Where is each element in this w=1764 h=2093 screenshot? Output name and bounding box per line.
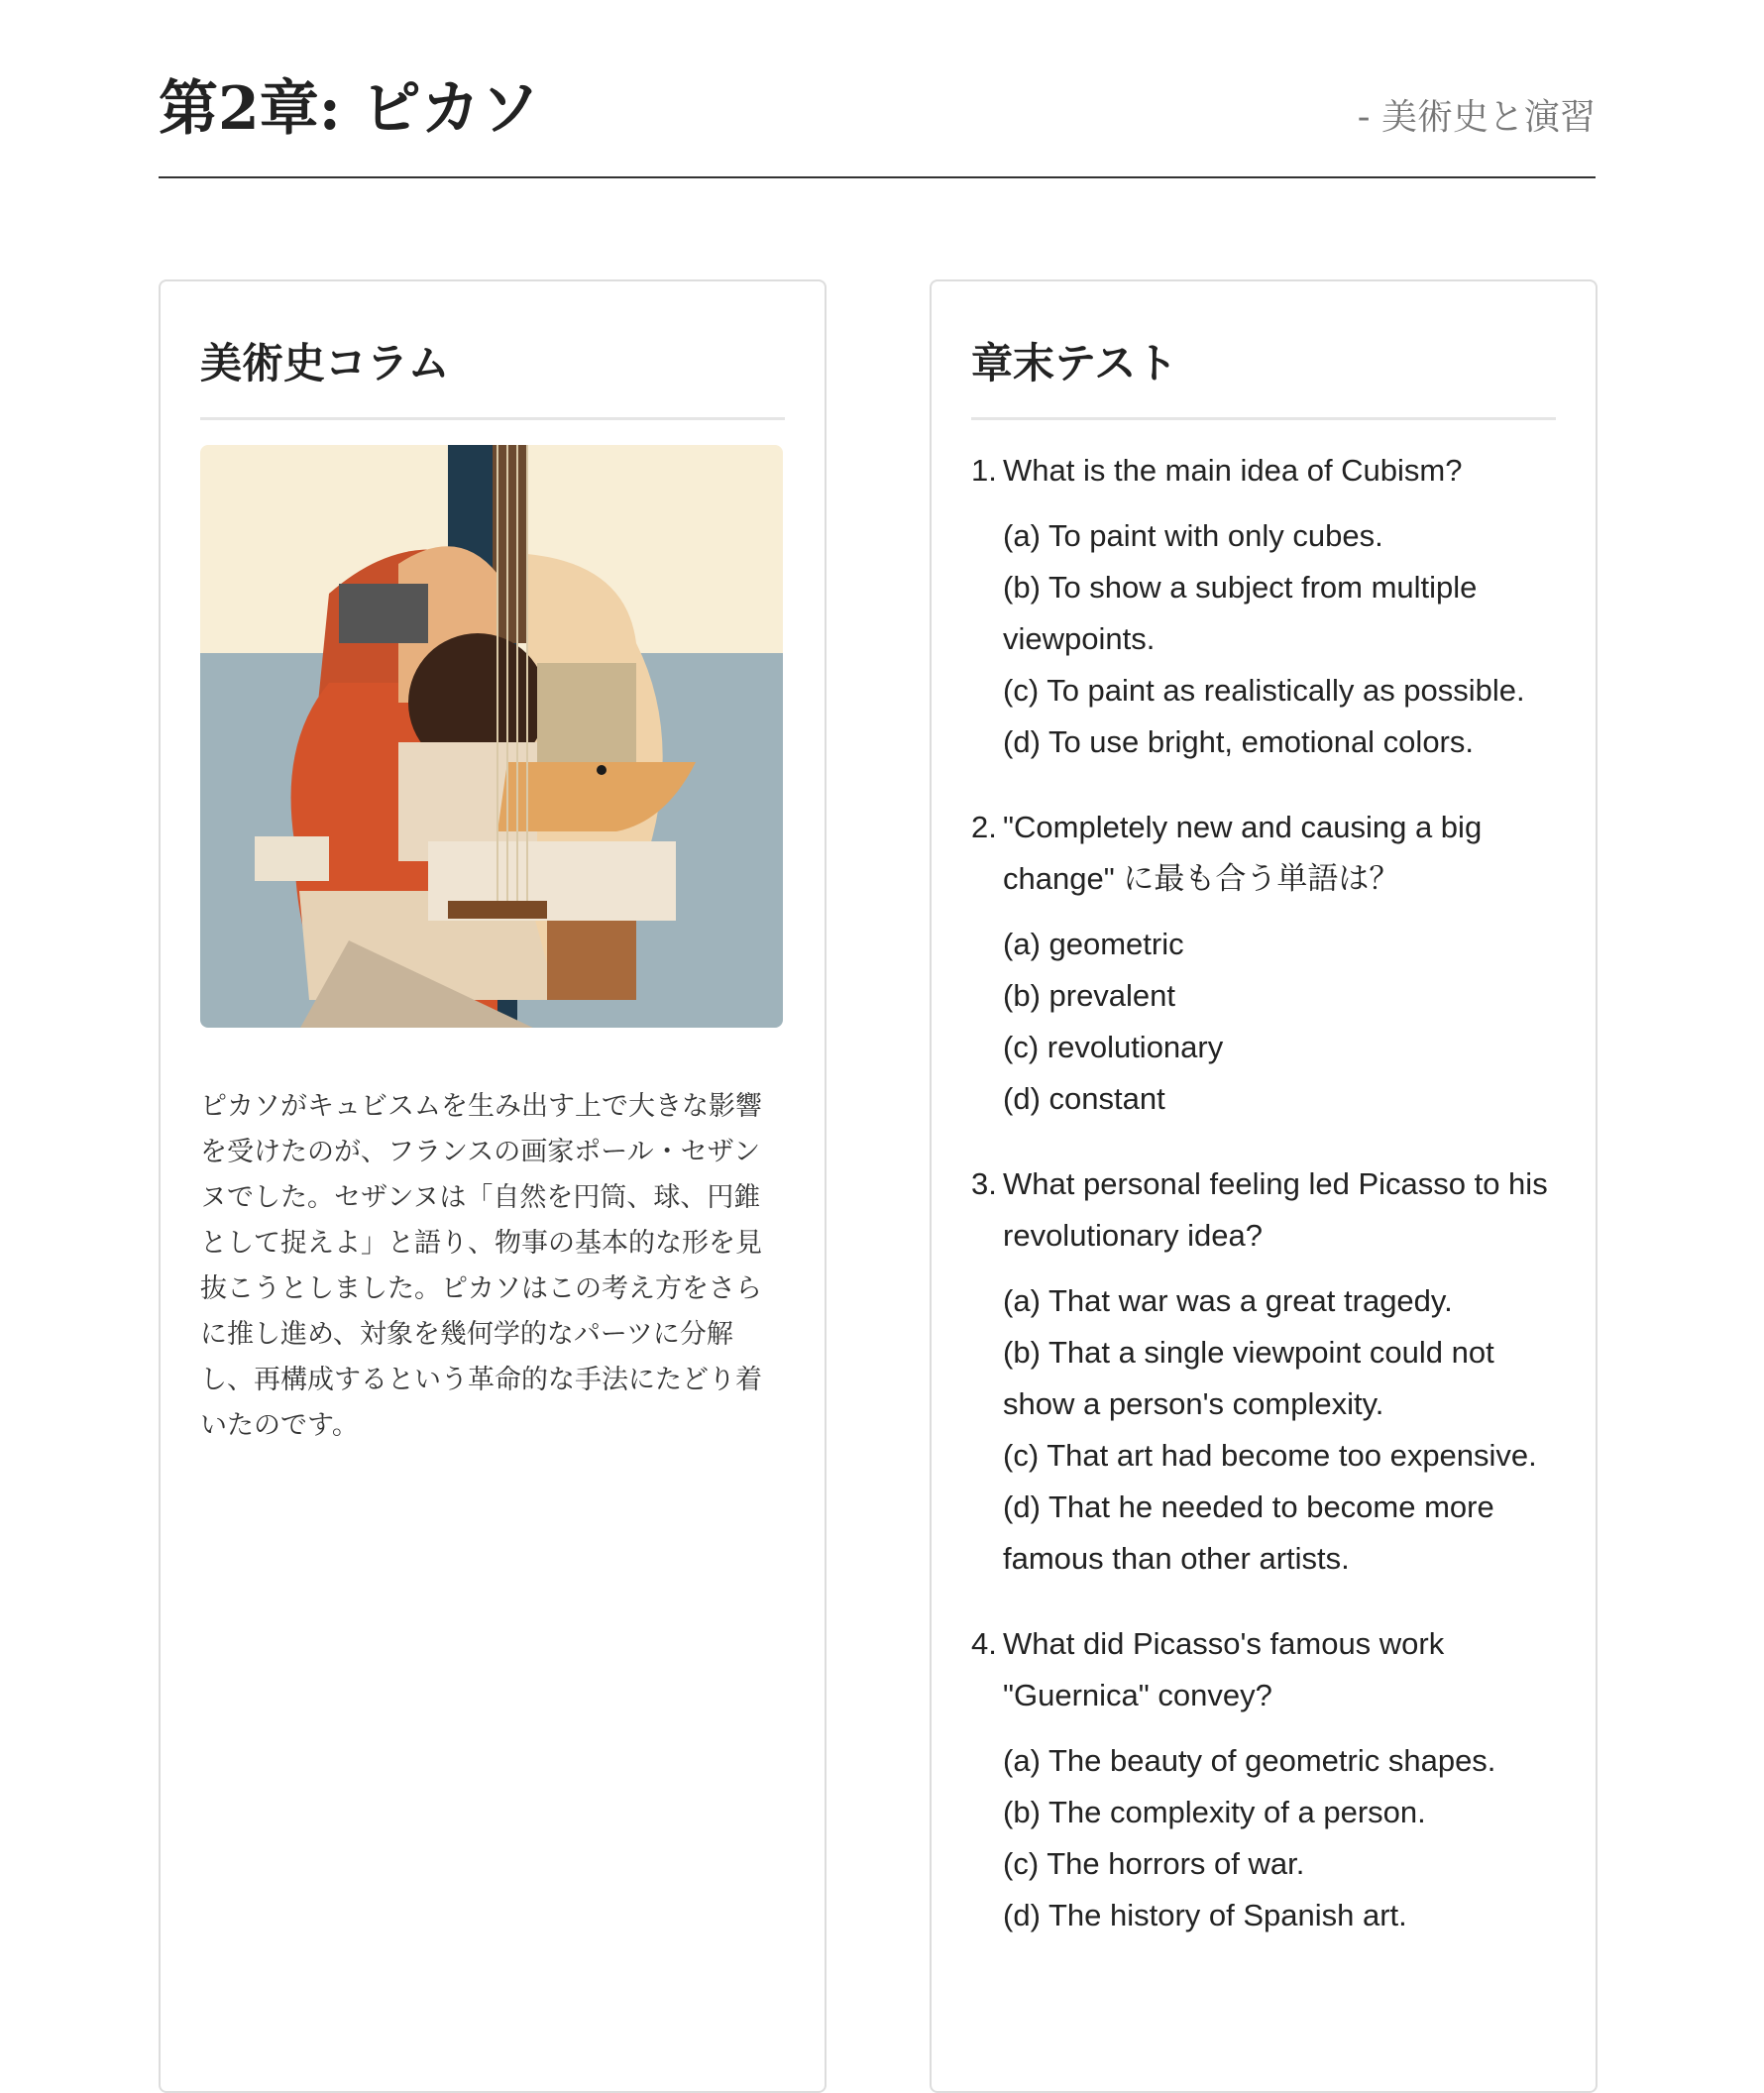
option: (d) The history of Spanish art. — [1003, 1898, 1407, 1932]
question-1 — [971, 445, 1566, 768]
page-header — [159, 59, 1596, 178]
question-number: 3. — [971, 1166, 997, 1201]
option: (b) The complexity of a person. — [1003, 1795, 1426, 1829]
chapter-test-card — [930, 279, 1598, 2093]
question-2 — [971, 802, 1566, 1125]
option: (a) The beauty of geometric shapes. — [1003, 1743, 1496, 1778]
quiz-title: 章末テスト — [971, 336, 1556, 420]
question-text: "Completely new and causing a big change" に最も合う単語は？ — [1003, 810, 1483, 896]
art-history-column-card — [159, 279, 827, 2093]
option: (d) To use bright, emotional colors. — [1003, 724, 1474, 759]
option: (b) prevalent — [1003, 978, 1176, 1013]
option: (a) That war was a great tragedy. — [1003, 1283, 1453, 1318]
cubist-guitar-painting — [200, 445, 783, 1028]
question-number: 2. — [971, 810, 997, 844]
page-subtitle: - 美術史と演習 — [1357, 97, 1596, 138]
column-title: 美術史コラム — [200, 336, 785, 420]
option: (d) constant — [1003, 1081, 1165, 1116]
option: (b) That a single viewpoint could not show a person's complexity. — [1003, 1335, 1494, 1421]
question-text: What is the main idea of Cubism? — [1003, 453, 1463, 488]
question-number: 1. — [971, 453, 997, 488]
option: (c) revolutionary — [1003, 1030, 1224, 1064]
option: (c) That art had become too expensive. — [1003, 1438, 1537, 1473]
option: (b) To show a subject from multiple viewpoints. — [1003, 570, 1478, 656]
question-3 — [971, 1158, 1566, 1585]
question-text: What personal feeling led Picasso to his revolutionary idea? — [1003, 1166, 1548, 1253]
option: (a) geometric — [1003, 927, 1184, 961]
question-number: 4. — [971, 1626, 997, 1661]
column-text: ピカソがキュビスムを生み出す上で大きな影響を受けたのが、フランスの画家ポール・セザンヌでした。セザンヌは「自然を円筒、球、円錐として捉えよ」と語り、物事の基本的な形を見抜こうとしました。ピカソはこの考え方をさらに推し進め、対象を幾何学的なパーツに分解し、再構成するという革命的な手法にたどり着いたのです。 — [200, 1091, 762, 1441]
page-title: 第2章: ピカソ — [159, 74, 540, 144]
option: (a) To paint with only cubes. — [1003, 518, 1383, 553]
option: (d) That he needed to become more famous than other artists. — [1003, 1489, 1494, 1576]
question-text: What did Picasso's famous work "Guernica" convey? — [1003, 1626, 1445, 1712]
option: (c) To paint as realistically as possible. — [1003, 673, 1525, 708]
quiz-list — [971, 445, 1566, 1975]
option: (c) The horrors of war. — [1003, 1846, 1305, 1881]
question-4 — [971, 1618, 1566, 1941]
